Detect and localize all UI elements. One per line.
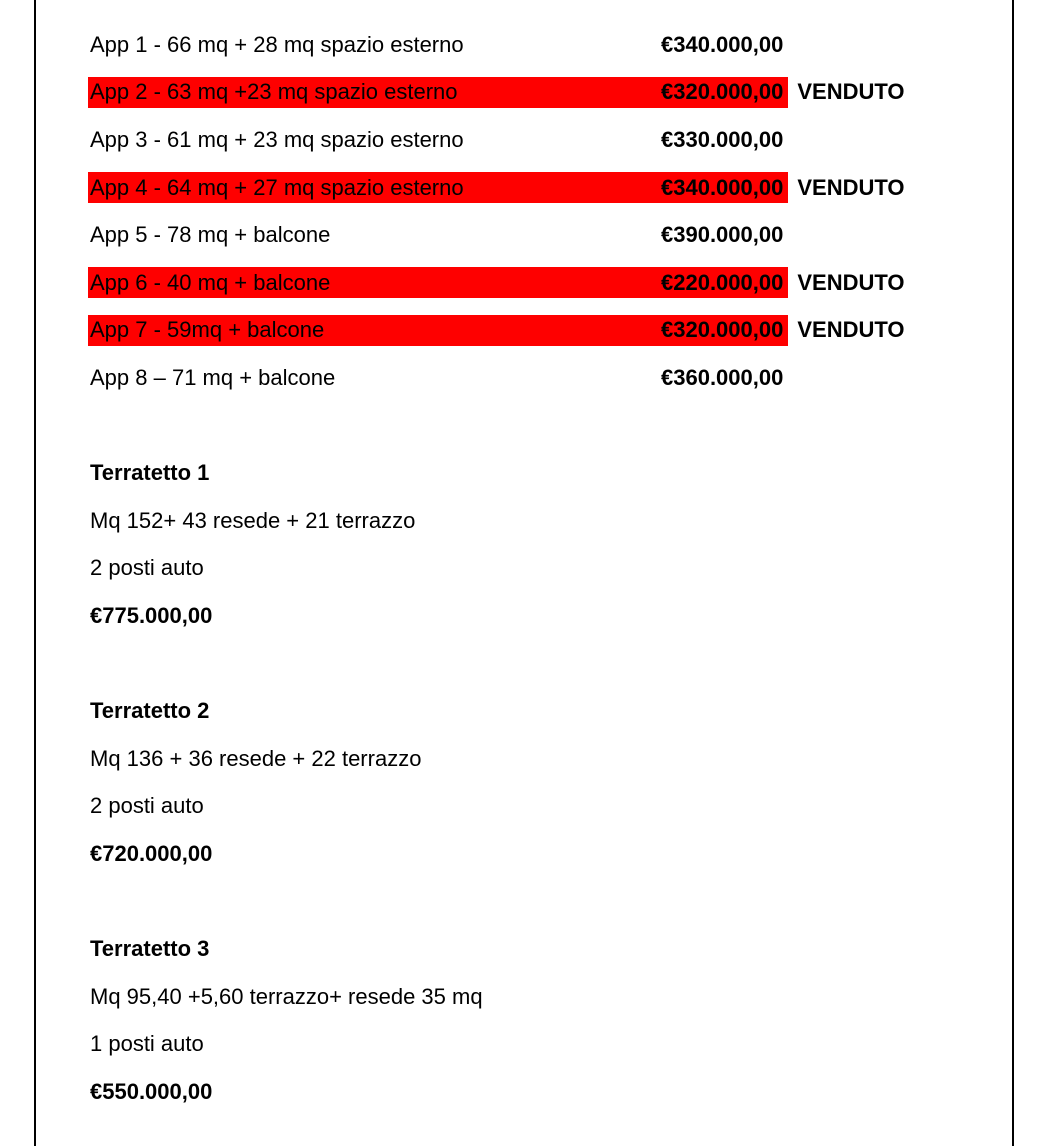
apartment-price: €220.000,00 <box>661 269 784 295</box>
blank-line <box>90 402 990 450</box>
apartment-label: App 6 - 40 mq + balcone <box>90 269 331 295</box>
house-parking: 1 posti auto <box>90 1031 204 1057</box>
sold-badge: VENDUTO <box>797 317 905 343</box>
page-border-right <box>1012 0 1014 1146</box>
apartment-price: €320.000,00 <box>661 317 784 343</box>
house-parking: 2 posti auto <box>90 555 204 581</box>
apartment-label: App 1 - 66 mq + 28 mq spazio esterno <box>90 31 464 57</box>
house-parking-line <box>90 783 990 831</box>
house-price: €550.000,00 <box>90 1078 213 1104</box>
house-parking: 2 posti auto <box>90 793 204 819</box>
house-title: Terratetto 3 <box>90 936 210 962</box>
apartment-price: €340.000,00 <box>661 31 784 57</box>
house-price: €720.000,00 <box>90 840 213 866</box>
apartment-row <box>90 116 990 164</box>
apartment-row <box>90 354 990 402</box>
house-size: Mq 136 + 36 resede + 22 terrazzo <box>90 745 422 771</box>
apartment-row <box>90 307 990 355</box>
house-price-line <box>90 1068 990 1116</box>
house-price-line <box>90 592 990 640</box>
apartment-region <box>88 220 788 251</box>
house-price: €775.000,00 <box>90 602 213 628</box>
apartment-row <box>90 211 990 259</box>
apartment-region <box>88 29 788 60</box>
apartment-label: App 7 - 59mq + balcone <box>90 317 325 343</box>
house-title-line <box>90 449 990 497</box>
apartment-highlighted-region <box>88 77 788 108</box>
apartment-label: App 4 - 64 mq + 27 mq spazio esterno <box>90 174 464 200</box>
sold-badge: VENDUTO <box>797 79 905 105</box>
house-parking-line <box>90 1020 990 1068</box>
apartment-highlighted-region <box>88 315 788 346</box>
house-price-line <box>90 830 990 878</box>
apartment-row <box>90 259 990 307</box>
apartment-region <box>88 362 788 393</box>
apartment-label: App 2 - 63 mq +23 mq spazio esterno <box>90 79 458 105</box>
apartment-row <box>90 164 990 212</box>
house-title-line <box>90 687 990 735</box>
document-body <box>90 21 990 1116</box>
apartment-region <box>88 124 788 155</box>
apartment-highlighted-region <box>88 267 788 298</box>
sold-badge: VENDUTO <box>797 174 905 200</box>
house-title-line <box>90 925 990 973</box>
house-size-line <box>90 735 990 783</box>
apartment-price: €330.000,00 <box>661 126 784 152</box>
house-size: Mq 95,40 +5,60 terrazzo+ resede 35 mq <box>90 983 483 1009</box>
house-title: Terratetto 2 <box>90 698 210 724</box>
apartment-label: App 3 - 61 mq + 23 mq spazio esterno <box>90 126 464 152</box>
house-title: Terratetto 1 <box>90 460 210 486</box>
apartment-price: €390.000,00 <box>661 222 784 248</box>
house-size: Mq 152+ 43 resede + 21 terrazzo <box>90 507 416 533</box>
apartment-price: €360.000,00 <box>661 364 784 390</box>
apartment-price: €340.000,00 <box>661 174 784 200</box>
apartment-row <box>90 21 990 69</box>
apartment-row <box>90 69 990 117</box>
page-border-left <box>34 0 36 1146</box>
sold-badge: VENDUTO <box>797 269 905 295</box>
apartment-label: App 5 - 78 mq + balcone <box>90 222 331 248</box>
apartment-highlighted-region <box>88 172 788 203</box>
house-size-line <box>90 497 990 545</box>
blank-line <box>90 640 990 688</box>
blank-line <box>90 878 990 926</box>
apartment-price: €320.000,00 <box>661 79 784 105</box>
house-size-line <box>90 973 990 1021</box>
house-parking-line <box>90 545 990 593</box>
apartment-label: App 8 – 71 mq + balcone <box>90 364 336 390</box>
